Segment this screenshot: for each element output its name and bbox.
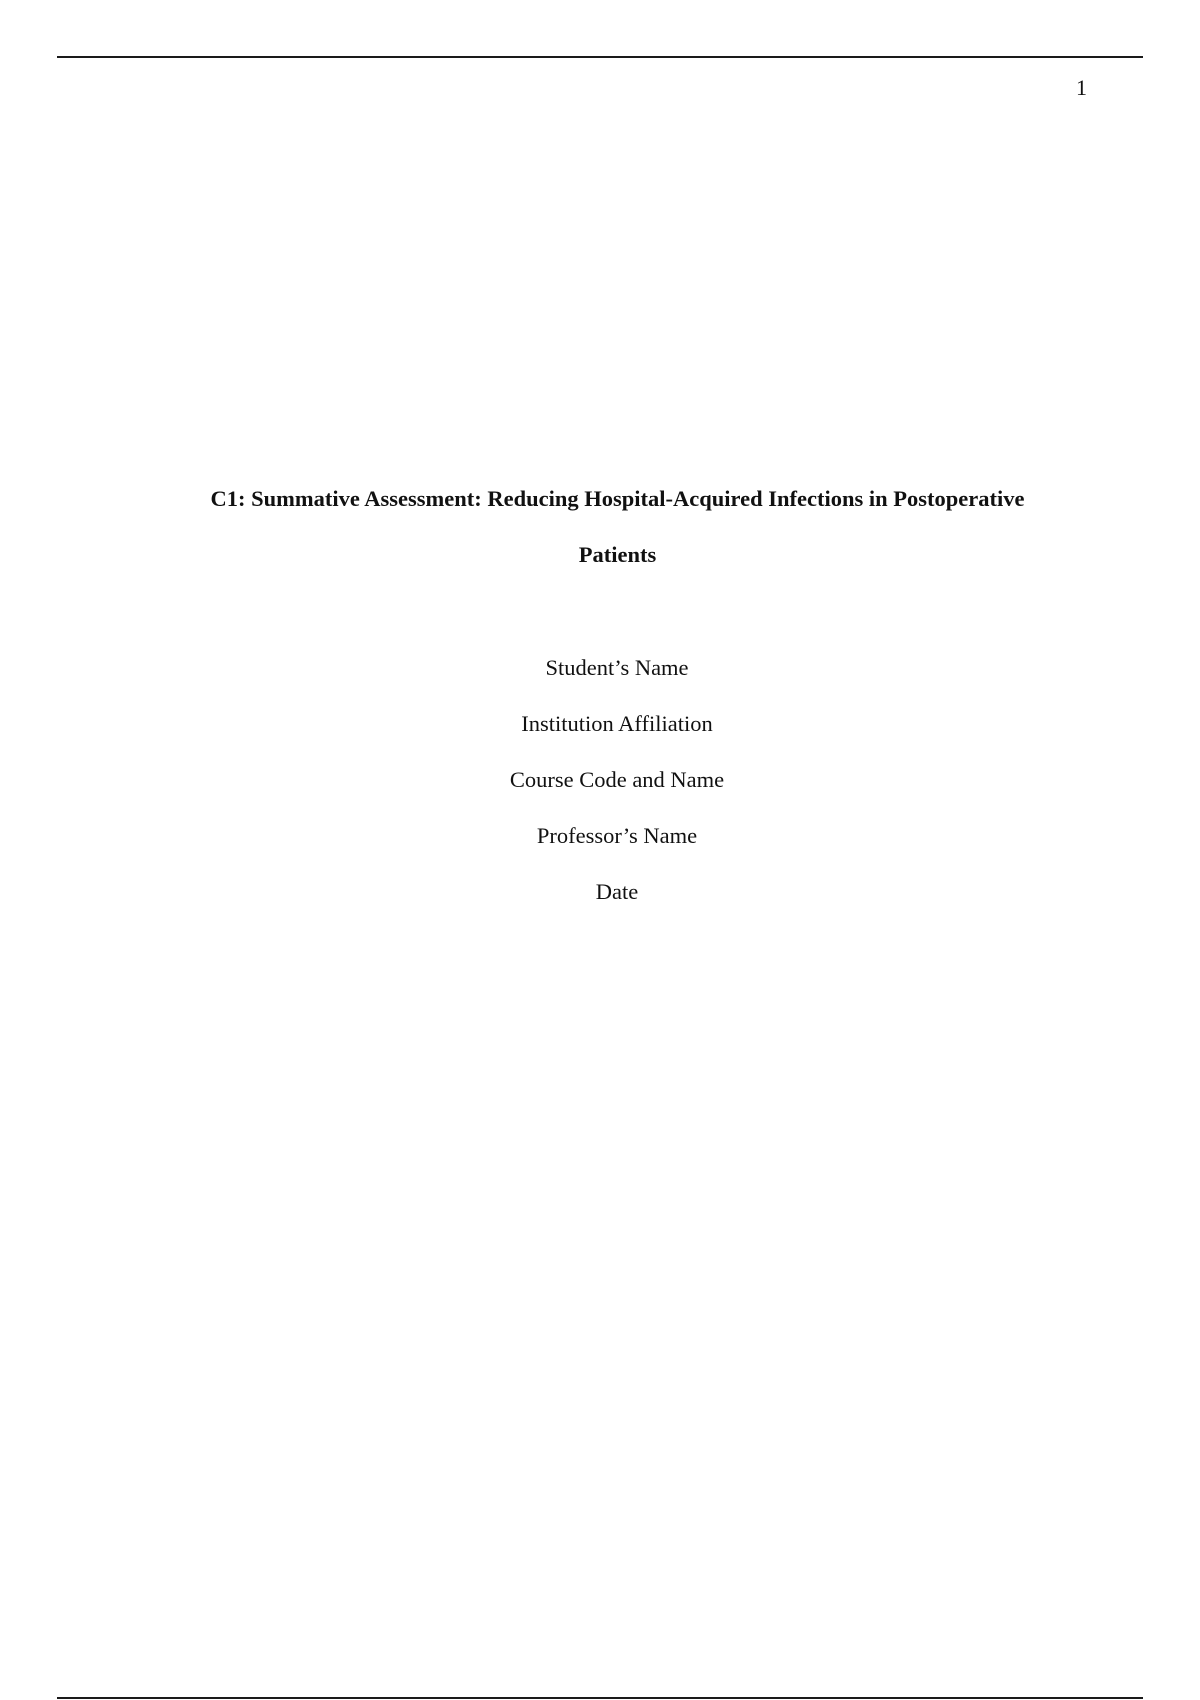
student-name: Student’s Name bbox=[545, 655, 689, 680]
title-line-1: C1: Summative Assessment: Reducing Hospital-Acquired Infections in Postoperative bbox=[210, 486, 1025, 511]
header-rule bbox=[57, 56, 1143, 58]
cover-info bbox=[0, 640, 1200, 920]
document-title bbox=[165, 471, 1070, 583]
footer-rule bbox=[57, 1697, 1143, 1699]
institution-affiliation: Institution Affiliation bbox=[521, 711, 713, 736]
course-code-and-name: Course Code and Name bbox=[509, 767, 725, 792]
date: Date bbox=[595, 879, 639, 904]
professor-name: Professor’s Name bbox=[536, 823, 698, 848]
page-number: 1 bbox=[1076, 75, 1087, 100]
title-line-2: Patients bbox=[578, 542, 657, 567]
